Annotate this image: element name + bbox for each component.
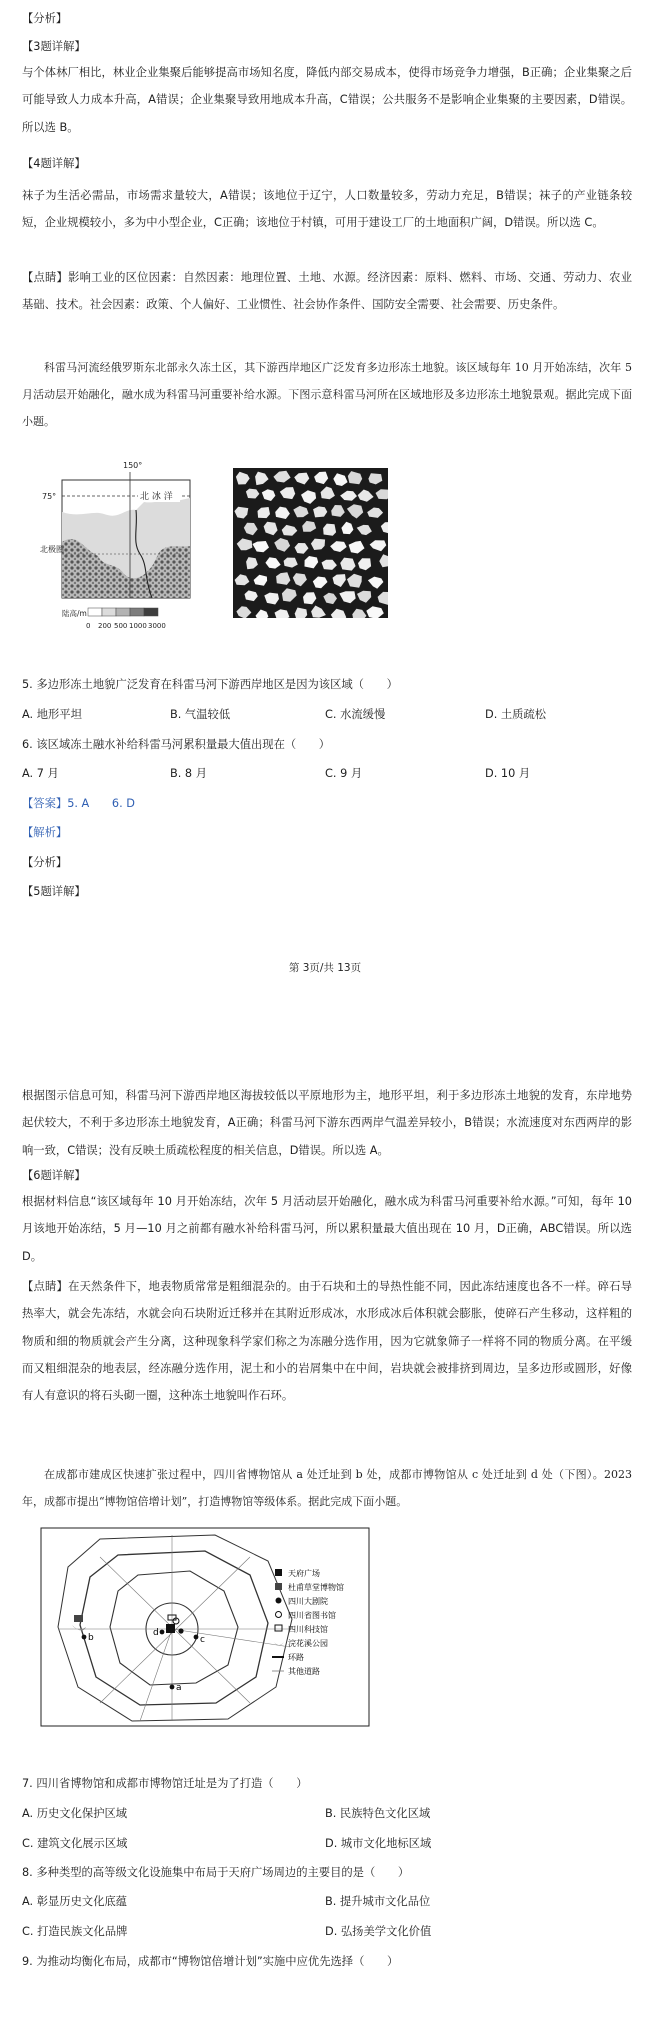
legend-swatch-2	[116, 608, 130, 616]
q6-stem: 6. 该区域冻土融水补给科雷马河累积量最大值出现在（ ）	[22, 738, 331, 751]
tip-paragraph	[22, 264, 632, 319]
q6-explanation: 根据材料信息“该区域每年 10 月开始冻结，次年 5 月活动层开始融化，融水成为科雷马河重要补给水源。”可知，每年 10 月该地开始冻结，5 月—10 月之前都有融水补给科雷马河，所以累积量最大值出现在 10 月，D正确，ABC错误。所以选 D。	[22, 1195, 632, 1263]
q4-explanation: 袜子为生活必需品，市场需求量较大，A错误；该地位于辽宁，人口数量较多，劳动力充足，B错误；袜子的产业链条较短，企业规模较小，多为中小型企业，C正确；该地位于村镇，可用于建设工厂的土地面积广阔，D错误。所以选 C。	[22, 189, 632, 230]
legend-dufu: 杜甫草堂博物馆	[288, 1583, 344, 1592]
q8-option-c: C. 打造民族文化品牌	[22, 1925, 128, 1938]
legend-roads: 其他道路	[288, 1667, 320, 1676]
q7-option-b: B. 民族特色文化区域	[325, 1807, 431, 1820]
jiexi-heading: 【解析】	[22, 826, 68, 839]
tip-label: 【点睛】	[22, 1280, 69, 1293]
point-a-label: a	[176, 1683, 182, 1693]
tip-text: 影响工业的区位因素：自然因素：地理位置、土地、水源。经济因素：原料、燃料、市场、交通、劳动力、农业基础、技术。社会因素：政策、个人偏好、工业惯性、社会协作条件、国防安全需要、社会需要、历史条件。	[22, 271, 632, 312]
legend-icon-dufu	[275, 1583, 282, 1590]
analysis-heading: 【分析】	[22, 12, 68, 25]
legend-library: 四川省图书馆	[288, 1611, 336, 1620]
page-4	[0, 1080, 650, 2025]
tianfu-square-marker	[166, 1624, 175, 1633]
tip-text: 在天然条件下，地表物质常常是粗细混杂的。由于石块和土的导热性能不同，因此冻结速度也各不一样。碎石导热率大，就会先冻结，水就会向石块附近迁移并在其附近形成冰，水形成冰后体积就会膨胀，使碎石产生移动，这样粗的物质和细的物质就会产生分离，这种现象科学家们称之为冻融分选作用，因为它就象筛子一样将不同的物质分离。在平缓而又粗细混杂的地表层，经冻融分选作用，泥土和小的岩屑集中在中间，岩块就会被排挤到周边，呈多边形或圆形，好像有人有意识的将石头砌一圈，这种冻土地貌叫作石环。	[22, 1280, 632, 1403]
q7-option-d: D. 城市文化地标区域	[325, 1837, 432, 1850]
arctic-circle-label: 北极圈	[40, 545, 64, 554]
q9-stem: 9. 为推动均衡化布局，成都市“博物馆倍增计划”实施中应优先选择（ ）	[22, 1955, 399, 1968]
lat-label: 75°	[42, 492, 57, 501]
q8-stem: 8. 多种类型的高等级文化设施集中布局于天府广场周边的主要目的是（ ）	[22, 1866, 410, 1879]
legend-tianfu: 天府广场	[288, 1569, 320, 1578]
q5-option-d: D. 土质疏松	[485, 708, 547, 721]
legend-icon-tianfu	[275, 1569, 282, 1576]
fenxi-heading: 【分析】	[22, 856, 68, 869]
point-b-label: b	[88, 1633, 94, 1643]
page-footer: 第 3页/共 13页	[288, 962, 362, 974]
legend-science: 四川科技馆	[288, 1625, 328, 1634]
q6-option-a: A. 7 月	[22, 767, 59, 780]
q8-option-b: B. 提升城市文化品位	[325, 1895, 431, 1908]
point-c-label: c	[200, 1635, 205, 1645]
q3-heading: 【3题详解】	[22, 40, 86, 53]
tip-label: 【点睛】	[22, 271, 69, 284]
legend-value-1: 200	[98, 622, 112, 630]
legend-ring: 环路	[288, 1653, 304, 1662]
legend-value-0: 0	[86, 622, 91, 630]
q7-stem: 7. 四川省博物馆和成都市博物馆迁址是为了打造（ ）	[22, 1777, 308, 1790]
legend-swatch-1	[102, 608, 116, 616]
legend-swatch-4	[144, 608, 158, 616]
q5-option-a: A. 地形平坦	[22, 708, 82, 721]
point-d-label: d	[153, 1628, 159, 1638]
q6-heading: 【6题详解】	[22, 1169, 86, 1182]
page-3	[0, 0, 650, 975]
reading-passage: 在成都市建成区快速扩张过程中，四川省博物馆从 a 处迁址到 b 处，成都市博物馆从 c 处迁址到 d 处（下图）。2023 年，成都市提出“博物馆倍增计划”，打造博物馆等级体系。据此完成下面小题。	[22, 1468, 632, 1508]
sichuan-grand-theatre-marker	[178, 1628, 183, 1633]
legend-title: 陆高/m	[62, 609, 87, 618]
q8-option-d: D. 弘扬美学文化价值	[325, 1925, 432, 1938]
polygon-permafrost-photo	[233, 468, 388, 618]
reading-passage: 科雷马河流经俄罗斯东北部永久冻土区，其下游西岸地区广泛发育多边形冻土地貌。该区域每年 10 月开始冻结，次年 5 月活动层开始融化，融水成为科雷马河重要补给水源。下图示意科雷马河所在区域地形及多边形冻土地貌景观。据此完成下面小题。	[22, 361, 632, 428]
legend-theatre: 四川大剧院	[288, 1597, 328, 1606]
q7-option-a: A. 历史文化保护区域	[22, 1807, 128, 1820]
tip-paragraph	[22, 1273, 632, 1409]
dufu-cottage-marker	[74, 1615, 83, 1622]
legend-value-3: 1000	[129, 622, 147, 630]
q5-heading: 【5题详解】	[22, 885, 86, 898]
legend-swatch-3	[130, 608, 144, 616]
q5-option-c: C. 水流缓慢	[325, 708, 386, 721]
q7-option-c: C. 建筑文化展示区域	[22, 1837, 128, 1850]
q5-stem: 5. 多边形冻土地貌广泛发育在科雷马河下游西岸地区是因为该区域（ ）	[22, 678, 398, 691]
q3-explanation: 与个体林厂相比，林业企业集聚后能够提高市场知名度，降低内部交易成本，使得市场竞争力增强，B正确；企业集聚之后可能导致人力成本升高，A错误；企业集聚导致用地成本升高，C错误；公共服务不是影响企业集聚的主要因素，D错误。所以选 B。	[22, 66, 632, 134]
legend-value-2: 500	[114, 622, 128, 630]
q6-option-d: D. 10 月	[485, 767, 531, 780]
lon-label: 150°	[123, 461, 143, 470]
q5-option-b: B. 气温较低	[170, 708, 231, 721]
legend-value-4: 3000	[148, 622, 166, 630]
legend-icon-theatre	[276, 1598, 282, 1604]
chengdu-museum-map	[40, 1527, 370, 1727]
kolyma-terrain-map	[40, 458, 222, 648]
legend-swatch-0	[88, 608, 102, 616]
legend-park: 浣花溪公园	[288, 1639, 328, 1648]
q4-heading: 【4题详解】	[22, 157, 86, 170]
arctic-ocean-label: 北 冰 洋	[140, 492, 173, 502]
q5-explanation: 根据图示信息可知，科雷马河下游西岸地区海拔较低以平原地形为主，地形平坦，利于多边形冻土地貌的发育，东岸地势起伏较大，不利于多边形冻土地貌发育，A正确；科雷马河下游东西两岸气温差异较小，B错误；水流速度对东西两岸的影响一致，C错误；没有反映土质疏松程度的相关信息，D错误。所以选 A。	[22, 1089, 632, 1157]
q8-option-a: A. 彰显历史文化底蕴	[22, 1895, 128, 1908]
q6-option-c: C. 9 月	[325, 767, 363, 780]
answer-line: 【答案】5. A 6. D	[22, 797, 135, 810]
q6-option-b: B. 8 月	[170, 767, 208, 780]
